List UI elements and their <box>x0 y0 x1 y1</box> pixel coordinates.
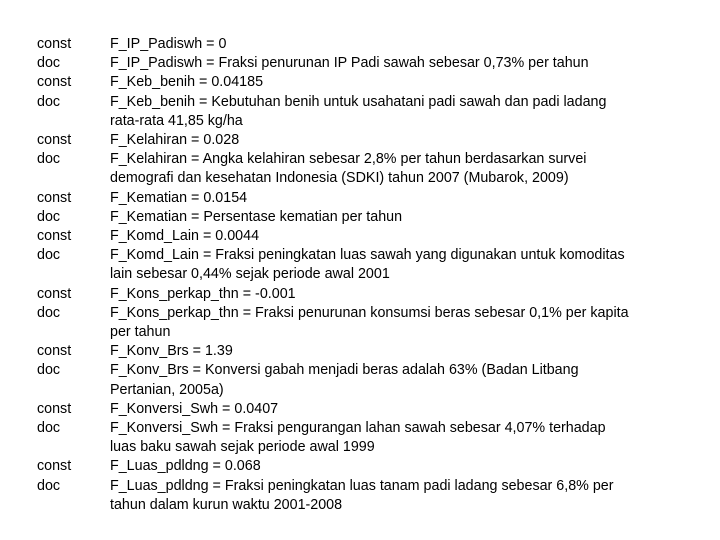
text-line: Pertanian, 2005a) <box>110 381 224 398</box>
const-row <box>37 457 697 476</box>
keyword-label: const <box>37 132 72 149</box>
text-line: F_Konversi_Swh = Fraksi pengurangan lahan sawah sebesar 4,07% terhadap <box>110 420 606 437</box>
keyword-label: const <box>37 228 72 245</box>
documentation-text <box>110 361 695 399</box>
doc-row <box>37 246 697 284</box>
const-row <box>37 400 697 419</box>
keyword-label: const <box>37 285 72 302</box>
doc-row <box>37 93 697 131</box>
constant-value <box>110 189 695 208</box>
text-line: F_Konversi_Swh = 0.0407 <box>110 400 279 417</box>
doc-row <box>37 361 697 399</box>
doc-row <box>37 477 697 515</box>
const-row <box>37 342 697 361</box>
keyword-label: doc <box>37 151 61 168</box>
documentation-text <box>110 54 695 73</box>
text-line: tahun dalam kurun waktu 2001-2008 <box>110 496 343 513</box>
text-line: F_Kelahiran = Angka kelahiran sebesar 2,8% per tahun berdasarkan survei <box>110 151 587 168</box>
keyword-label: doc <box>37 93 61 110</box>
doc-row <box>37 208 697 227</box>
doc-row <box>37 419 697 457</box>
const-row <box>37 285 697 304</box>
documentation-text <box>110 208 695 227</box>
text-line: F_Luas_pdldng = 0.068 <box>110 458 261 475</box>
text-line: F_Kons_perkap_thn = Fraksi penurunan konsumsi beras sebesar 0,1% per kapita <box>110 304 629 321</box>
text-line: F_Konv_Brs = Konversi gabah menjadi beras adalah 63% (Badan Litbang <box>110 362 579 379</box>
text-line: F_Komd_Lain = 0.0044 <box>110 228 260 245</box>
text-line: demografi dan kesehatan Indonesia (SDKI) tahun 2007 (Mubarok, 2009) <box>110 170 569 187</box>
keyword-label: const <box>37 74 72 91</box>
documentation-text <box>110 93 695 131</box>
text-line: F_Komd_Lain = Fraksi peningkatan luas sawah yang digunakan untuk komoditas <box>110 247 625 264</box>
text-line: per tahun <box>110 324 171 341</box>
keyword-label: doc <box>37 247 61 264</box>
constant-value <box>110 35 695 54</box>
keyword-label: const <box>37 458 72 475</box>
keyword-label: const <box>37 189 72 206</box>
doc-row <box>37 304 697 342</box>
text-line: F_Konv_Brs = 1.39 <box>110 343 233 360</box>
keyword-label: const <box>37 400 72 417</box>
const-row <box>37 35 697 54</box>
text-line: F_Kematian = Persentase kematian per tahun <box>110 208 403 225</box>
constant-value <box>110 457 695 476</box>
const-row <box>37 131 697 150</box>
keyword-label: doc <box>37 420 61 437</box>
constant-value <box>110 73 695 92</box>
text-line: F_IP_Padiswh = Fraksi penurunan IP Padi sawah sebesar 0,73% per tahun <box>110 55 589 72</box>
keyword-label: const <box>37 36 72 52</box>
constant-value <box>110 400 695 419</box>
keyword-label: doc <box>37 208 61 225</box>
text-line: rata-rata 41,85 kg/ha <box>110 112 243 129</box>
text-line: luas baku sawah sejak periode awal 1999 <box>110 439 375 456</box>
doc-row <box>37 54 697 73</box>
keyword-label: doc <box>37 55 61 72</box>
keyword-label: doc <box>37 477 61 494</box>
documentation-text <box>110 246 695 284</box>
text-line: F_Keb_benih = 0.04185 <box>110 74 264 91</box>
definition-list <box>37 35 697 515</box>
const-row <box>37 227 697 246</box>
text-line: lain sebesar 0,44% sejak periode awal 2001 <box>110 266 390 283</box>
constant-value <box>110 285 695 304</box>
documentation-text <box>110 150 695 188</box>
keyword-label: doc <box>37 362 61 379</box>
documentation-text <box>110 419 695 457</box>
text-line: F_Kematian = 0.0154 <box>110 189 248 206</box>
text-line: F_Kelahiran = 0.028 <box>110 132 240 149</box>
keyword-label: doc <box>37 304 61 321</box>
keyword-label: const <box>37 343 72 360</box>
constant-value <box>110 227 695 246</box>
constant-value <box>110 342 695 361</box>
documentation-text <box>110 304 695 342</box>
documentation-text <box>110 477 695 515</box>
text-line: F_Keb_benih = Kebutuhan benih untuk usahatani padi sawah dan padi ladang <box>110 93 607 110</box>
doc-row <box>37 150 697 188</box>
text-line: F_Luas_pdldng = Fraksi peningkatan luas tanam padi ladang sebesar 6,8% per <box>110 477 614 494</box>
text-line: F_IP_Padiswh = 0 <box>110 36 227 52</box>
const-row <box>37 73 697 92</box>
const-row <box>37 189 697 208</box>
constant-value <box>110 131 695 150</box>
text-line: F_Kons_perkap_thn = -0.001 <box>110 285 296 302</box>
